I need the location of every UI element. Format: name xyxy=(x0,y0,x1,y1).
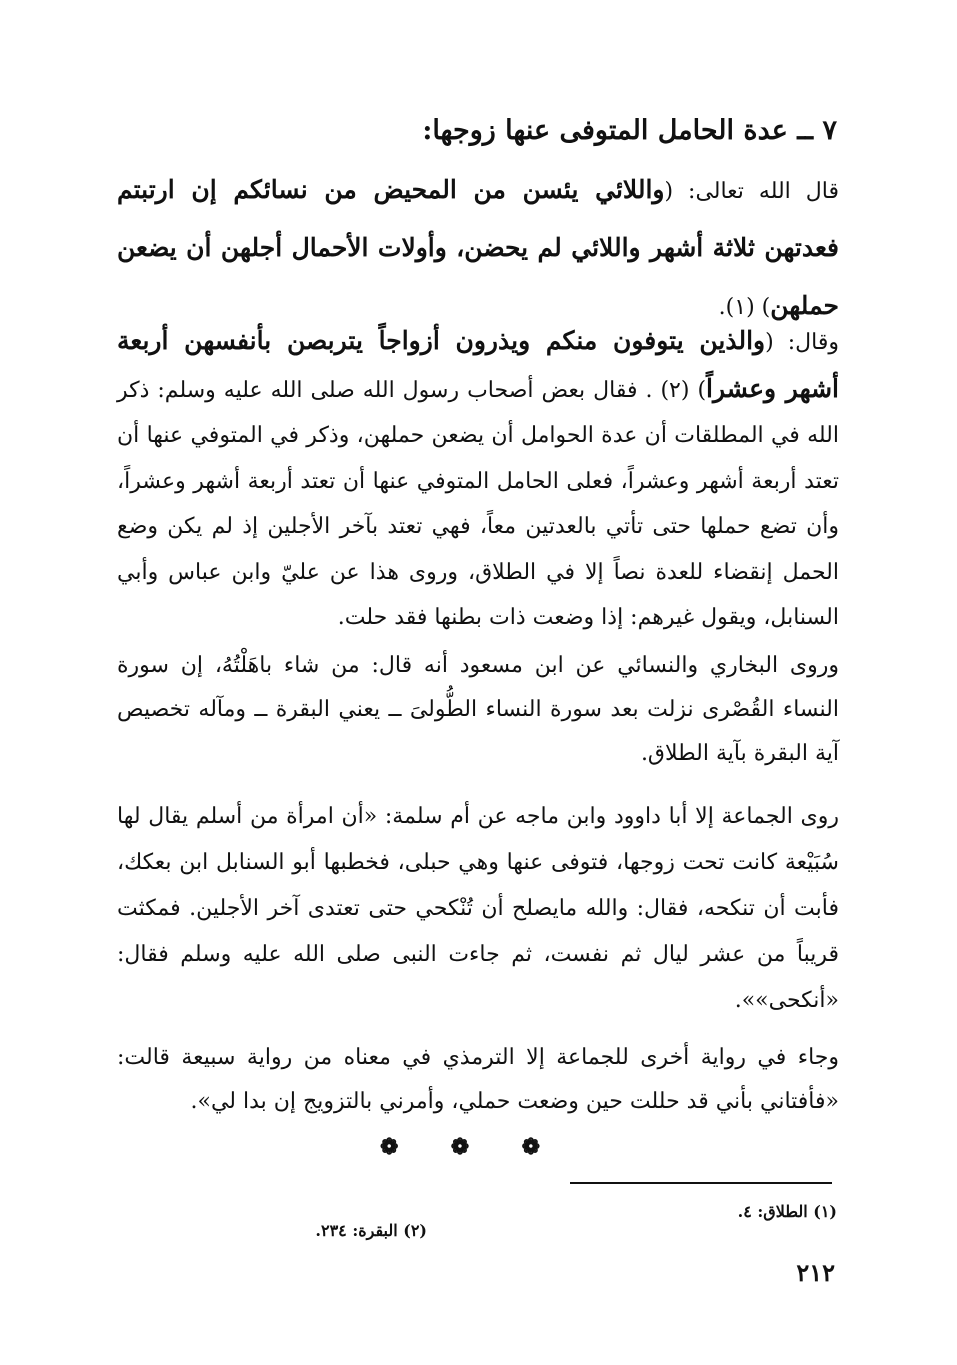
quran-verse-talaq: واللائي يئسن من المحيض من نسائكم إن ارتبتم فعدتهن ثلاثة أشهر واللائي لم يحضن، وأولات الأحمال أجلهن أن يضعن حملهن xyxy=(117,175,839,320)
paragraph-2 xyxy=(117,318,839,641)
page-number: ٢١٢ xyxy=(796,1258,835,1287)
paragraph-1 xyxy=(117,162,839,336)
paragraph-2-lead: وقال: ( xyxy=(765,330,839,355)
paragraph-5: وجاء في رواية أخرى للجماعة إلا الترمذي في معناه من رواية سبيعة قالت: «فأفتاني بأني قد حللت حين وضعت حملي، وأمرني بالتزويج إن بدا لي». xyxy=(117,1045,839,1114)
paragraph-3: وروى البخاري والنسائي عن ابن مسعود أنه قال: من شاء باهَلْتُهُ، إن سورة النساء القُصْرى نزلت بعد سورة النساء الطُّولىَ ــ يعني البقرة ــ ومآله تخصيص آية البقرة بآية الطلاق. xyxy=(117,653,839,766)
quran-verse-baqara: والذين يتوفون منكم ويذرون أزواجاً يتربصن بأنفسهن أربعة أشهر وعشراً xyxy=(117,326,839,403)
footnote-divider xyxy=(570,1182,832,1184)
footnote-1: (١) الطلاق: ٤. xyxy=(737,1202,837,1221)
section-separator xyxy=(380,1134,540,1160)
paragraph-2-tail: ) (٢) . فقال بعض أصحاب رسول الله صلى الله عليه وسلم: ذكر الله في المطلقات أن عدة الحوامل أن يضعن حملهن، وذكر في المتوفي عنها أن تعتد أربعة أشهر وعشراً، فعلى الحامل المتوفي عنها أن تعتد أربعة أشهر وعشراً، وأن تضع حملها حتى تأتي بالعدتين معاً، فهي تعتد بآخر الأجلين إذ لم يكن وضع الحمل إنقضاء للعدة نصاً إلا في الطلاق، وروى هذا عن عليّ وابن عباس وأبي السنابل، ويقول غيرهم: إذا وضعت ذات بطنها فقد حلت. xyxy=(117,377,839,630)
separator-star-icon: ❁ xyxy=(521,1134,540,1160)
separator-star-icon: ❁ xyxy=(450,1134,470,1160)
footnote-2: (٢) البقرة: ٢٣٤. xyxy=(315,1221,427,1240)
paragraph-1-lead: قال الله تعالى: ( xyxy=(664,179,839,204)
paragraph-4: روى الجماعة إلا أبا داوود وابن ماجه عن أم سلمة: «أن امرأة من أسلم يقال لها سُبَيْعة كانت تحت زوجها، فتوفى عنها وهي حبلى، فخطبها أبو السنابل ابن بعكك، فأبت أن تنكحه، فقال: والله مايصلح أن تُنْكحي حتى تعتدى آخر الأجلين. فمكثت قريباً من عشر ليال ثم نفست، ثم جاءت النبى صلى الله عليه وسلم فقال: «أنكحى»». xyxy=(117,804,839,1013)
paragraph-1-tail: ) (١). xyxy=(718,295,771,320)
separator-star-icon: ❁ xyxy=(380,1134,399,1160)
section-heading: ٧ ــ عدة الحامل المتوفى عنها زوجها: xyxy=(422,115,837,146)
